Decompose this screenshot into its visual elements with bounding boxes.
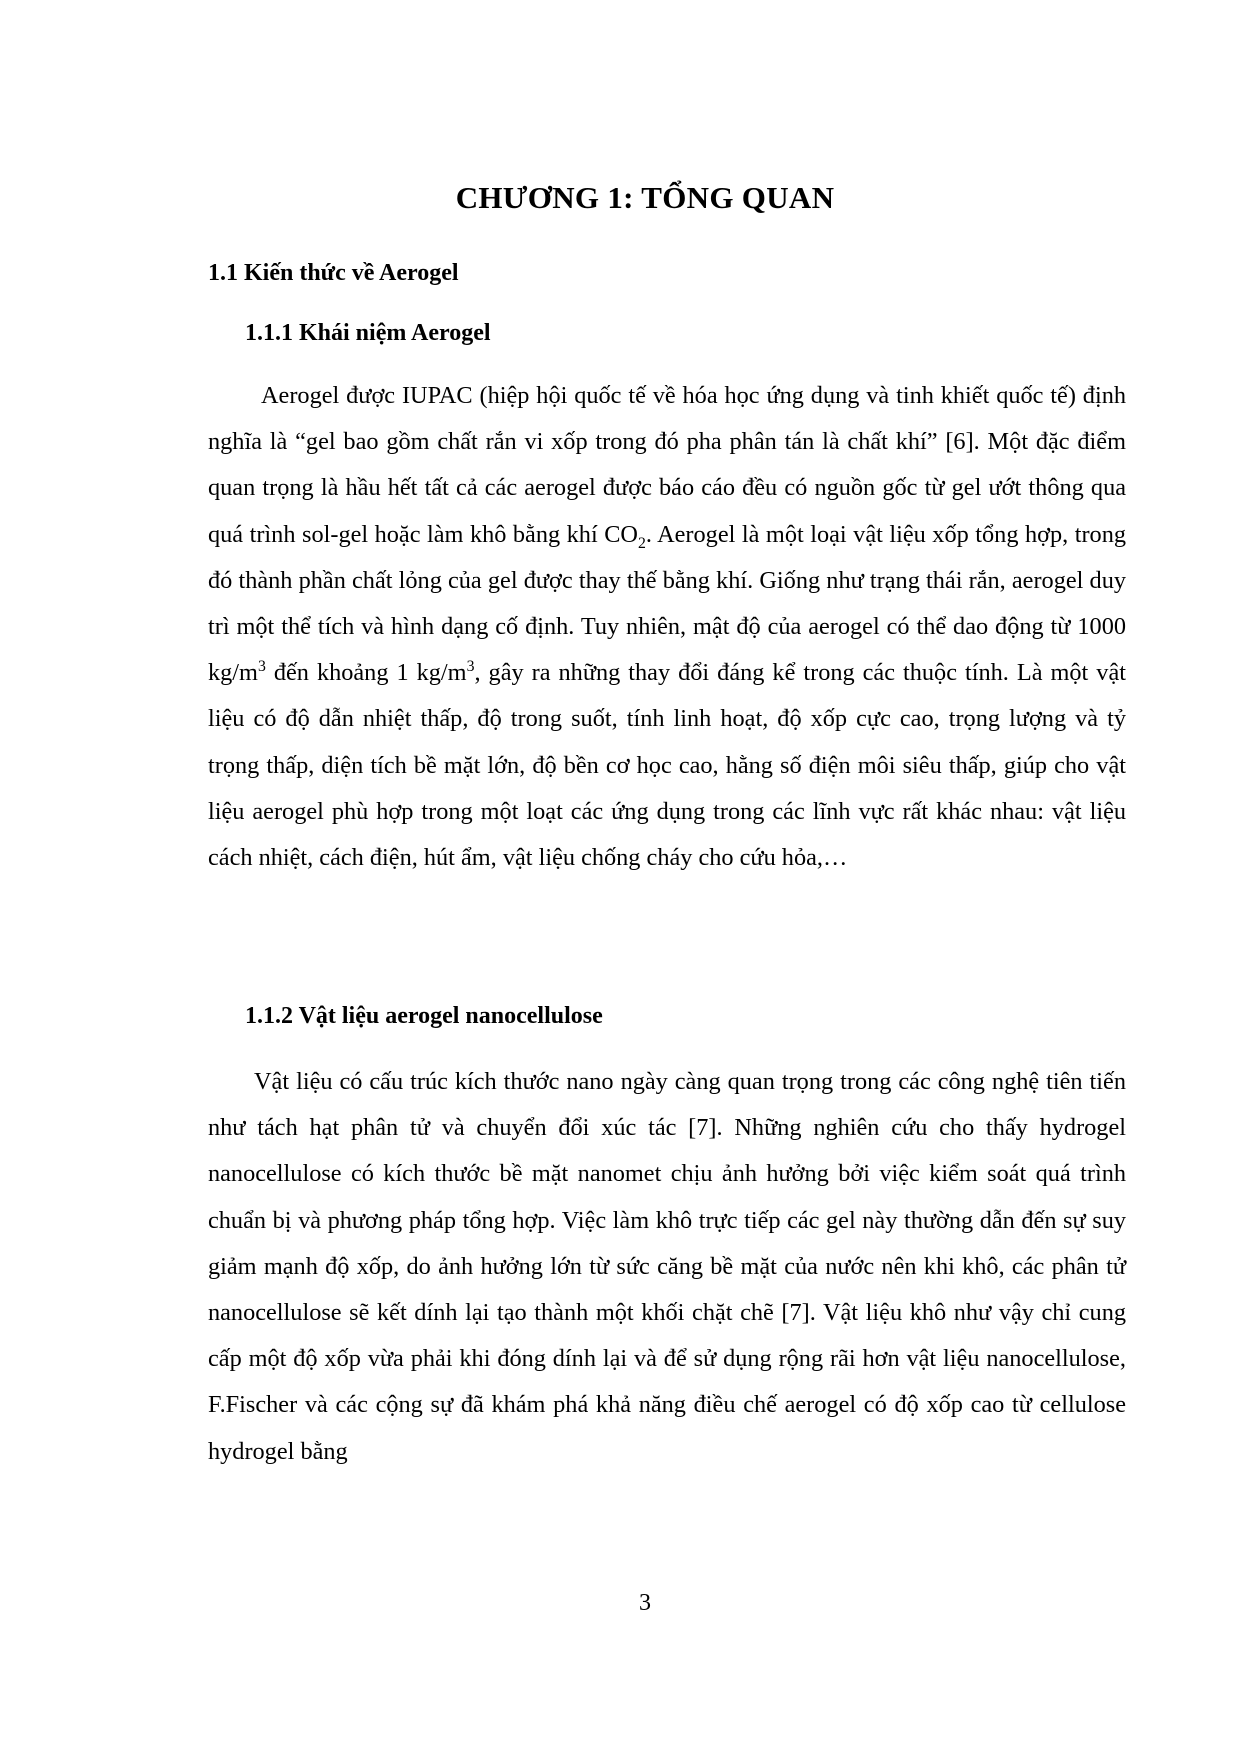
paragraph-aerogel-concept	[208, 373, 1126, 881]
superscript: 3	[466, 658, 475, 676]
paragraph-text: . Aerogel là một loại vật liệu xốp tổng hợp, trong đó thành phần chất lỏng của gel được thay thế bằng khí. Giống như trạng thái rắn, aerogel duy trì một thể tích và hình dạng cố định. Tuy nhiên, mật độ của aerogel có thể dao động từ 1000 kg/m	[208, 520, 1126, 687]
chapter-title: CHƯƠNG 1: TỔNG QUAN	[455, 180, 835, 215]
subsection-heading-concept: 1.1.1 Khái niệm Aerogel	[245, 320, 491, 346]
subsection-heading-nanocellulose: 1.1.2 Vật liệu aerogel nanocellulose	[245, 1003, 603, 1029]
superscript: 3	[257, 658, 266, 676]
paragraph-text: đến khoảng 1 kg/m	[265, 659, 467, 687]
paragraph-text: Aerogel được IUPAC (hiệp hội quốc tế về hóa học ứng dụng và tinh khiết quốc tế) định nghĩa là “gel bao gồm chất rắn vi xốp trong đó pha phân tán là chất khí” [6]. Một đặc điểm quan trọng là hầu hết tất cả các aerogel được báo cáo đều có nguồn gốc từ gel ướt thông qua quá trình sol-gel hoặc làm khô bằng khí CO	[208, 382, 1126, 548]
paragraph-text: , gây ra những thay đổi đáng kể trong các thuộc tính. Là một vật liệu có độ dẫn nhiệt thấp, độ trong suốt, tính linh hoạt, độ xốp cực cao, trọng lượng và tỷ trọng thấp, diện tích bề mặt lớn, độ bền cơ học cao, hằng số điện môi siêu thấp, giúp cho vật liệu aerogel phù hợp trong một loạt các ứng dụng trong các lĩnh vực rất khác nhau: vật liệu cách nhiệt, cách điện, hút ẩm, vật liệu chống cháy cho cứu hỏa,…	[208, 659, 1126, 872]
section-heading: 1.1 Kiến thức về Aerogel	[208, 260, 459, 286]
page-number: 3	[639, 1590, 651, 1616]
subscript: 2	[637, 534, 646, 552]
paragraph-nanocellulose: Vật liệu có cấu trúc kích thước nano ngày càng quan trọng trong các công nghệ tiên tiến như tách hạt phân tử và chuyển đổi xúc tác [7]. Những nghiên cứu cho thấy hydrogel nanocellulose có kích thước bề mặt nanomet chịu ảnh hưởng bởi việc kiểm soát quá trình chuẩn bị và phương pháp tổng hợp. Việc làm khô trực tiếp các gel này thường dẫn đến sự suy giảm mạnh độ xốp, do ảnh hưởng lớn từ sức căng bề mặt của nước nên khi khô, các phân tử nanocellulose sẽ kết dính lại tạo thành một khối chặt chẽ [7]. Vật liệu khô như vậy chỉ cung cấp một độ xốp vừa phải khi đóng dính lại và để sử dụng rộng rãi hơn vật liệu nanocellulose, F.Fischer và các cộng sự đã khám phá khả năng điều chế aerogel có độ xốp cao từ cellulose hydrogel bằng	[208, 1068, 1126, 1465]
